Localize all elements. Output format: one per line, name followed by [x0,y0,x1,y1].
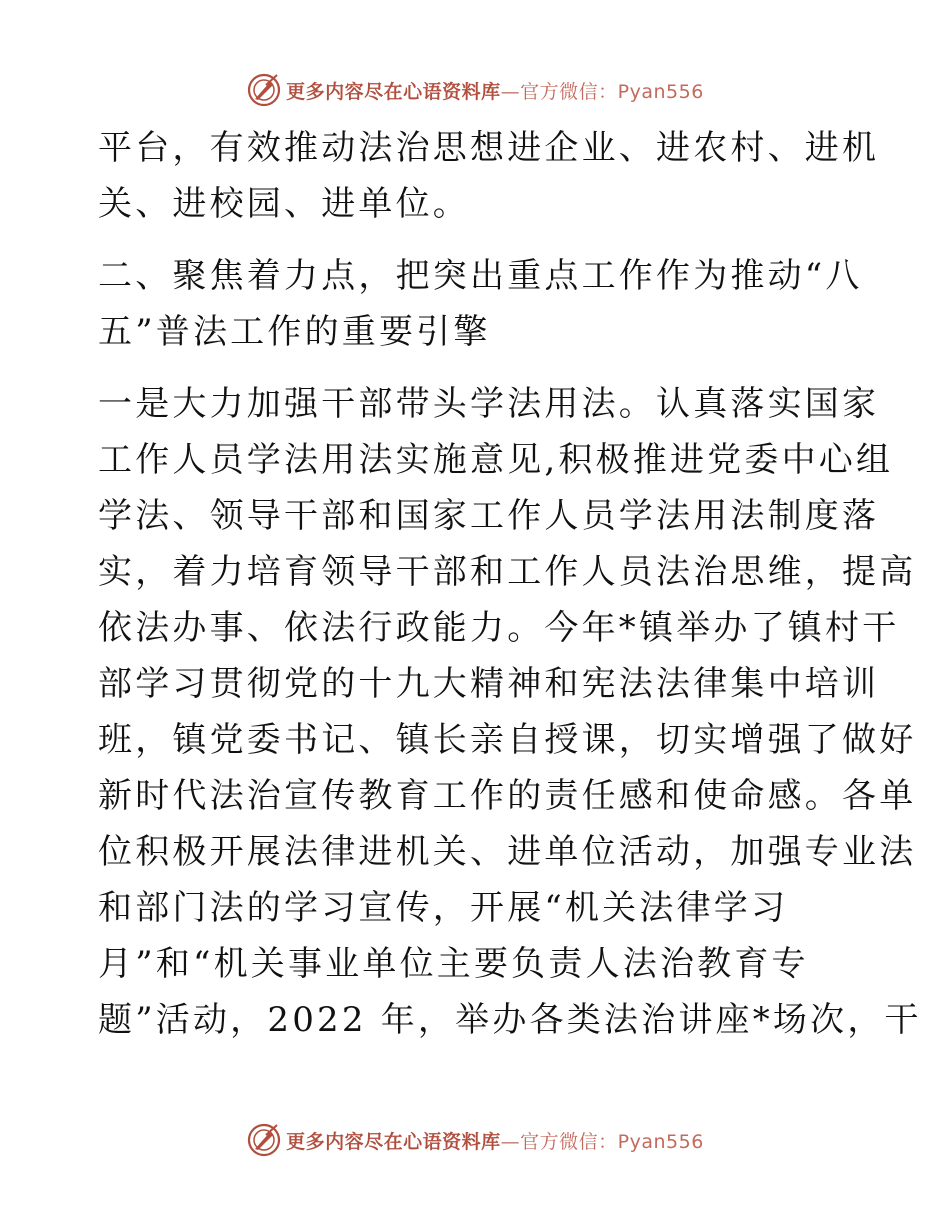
paragraph-body [98,376,922,1048]
text-line: 班，镇党委书记、镇长亲自授课，切实增强了做好 [98,720,917,760]
watermark-text [286,77,704,104]
text-line: 题”活动，2022 年，举办各类法治讲座*场次，干 [98,1000,922,1040]
text-line: 一是大力加强干部带头学法用法。认真落实国家 [98,384,880,424]
watermark-contact: 官方微信：Pyan556 [520,1130,704,1153]
quill-circle-logo-icon [246,1122,282,1158]
text-line: 实，着力培育领导干部和工作人员法治思维，提高 [98,552,917,592]
watermark-dash: — [500,1130,521,1153]
text-line: 平台，有效推动法治思想进企业、进农村、进机 [98,128,880,168]
section-heading [98,248,863,360]
text-line: 依法办事、依法行政能力。今年*镇举办了镇村干 [98,608,900,648]
text-line: 学法、领导干部和国家工作人员学法用法制度落 [98,496,880,536]
watermark-text [286,1127,704,1154]
footer-watermark [0,1120,950,1160]
watermark-main-text: 更多内容尽在心语资料库 [286,1130,501,1153]
paragraph-continuation [98,120,880,232]
text-line: 关、进校园、进单位。 [98,184,470,224]
text-line: 位积极开展法律进机关、进单位活动，加强专业法 [98,832,917,872]
document-body [98,120,922,1048]
watermark-main-text: 更多内容尽在心语资料库 [286,80,501,103]
watermark-contact: 官方微信：Pyan556 [520,80,704,103]
text-line: 月”和“机关事业单位主要负责人法治教育专 [98,944,809,984]
text-line: 新时代法治宣传教育工作的责任感和使命感。各单 [98,776,917,816]
heading-line: 五”普法工作的重要引擎 [98,312,491,352]
watermark-dash: — [500,80,521,103]
quill-circle-logo-icon [246,72,282,108]
heading-line: 二、聚焦着力点，把突出重点工作作为推动“八 [98,256,863,296]
header-watermark [0,70,950,110]
text-line: 工作人员学法用法实施意见,积极推进党委中心组 [98,440,894,480]
text-line: 部学习贯彻党的十九大精神和宪法法律集中培训 [98,664,880,704]
text-line: 和部门法的学习宣传，开展“机关法律学习 [98,888,789,928]
